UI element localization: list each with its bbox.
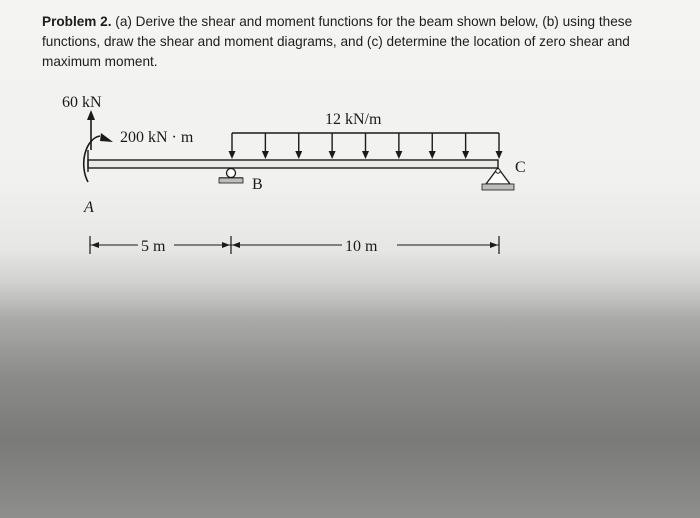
load-arrow-head xyxy=(395,151,402,159)
beam xyxy=(88,160,498,168)
load-arrow-head xyxy=(329,151,336,159)
load-arrow-head xyxy=(462,151,469,159)
load-arrow-head xyxy=(262,151,269,159)
moment-label: 200 kN · m xyxy=(120,129,194,146)
point-b-label: B xyxy=(252,176,263,193)
load-arrow-head xyxy=(496,151,503,159)
problem-text: (a) Derive the shear and moment functions for the beam shown below, (b) using these functions, draw the shear and moment diagrams, and (c) determine the location of zero shear and maximum moment. xyxy=(42,14,633,69)
pin-support-c xyxy=(482,168,514,190)
dim-bc-label: 10 m xyxy=(345,238,378,255)
distributed-load-arrows xyxy=(229,133,503,159)
point-a-label: A xyxy=(84,199,94,216)
point-load-label: 60 kN xyxy=(62,94,102,111)
dim-ab-label: 5 m xyxy=(141,238,166,255)
load-arrow-head xyxy=(295,151,302,159)
load-arrow-head xyxy=(362,151,369,159)
distributed-load-label: 12 kN/m xyxy=(325,111,382,128)
roller-support-b xyxy=(219,169,243,184)
load-arrow-head xyxy=(229,151,236,159)
problem-label: Problem 2. xyxy=(42,14,112,29)
point-c-label: C xyxy=(515,159,526,176)
load-arrow-head xyxy=(429,151,436,159)
